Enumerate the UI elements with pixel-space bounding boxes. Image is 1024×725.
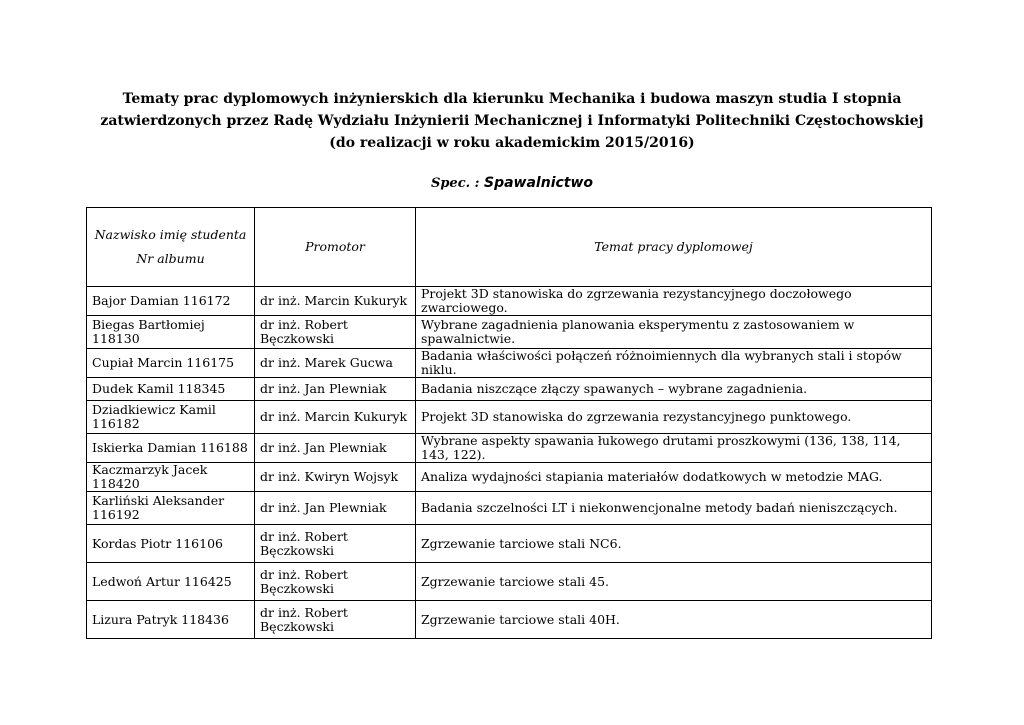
cell-topic: Badania szczelności LT i niekonwencjonalne metody badań nieniszczących. [416, 492, 932, 525]
cell-student: Lizura Patryk 118436 [87, 601, 255, 639]
cell-student: Kordas Piotr 116106 [87, 525, 255, 563]
table-row [87, 349, 932, 378]
cell-student: Kaczmarzyk Jacek 118420 [87, 463, 255, 492]
cell-student: Iskierka Damian 116188 [87, 434, 255, 463]
thesis-topics-table [86, 207, 932, 639]
cell-promoter: dr inż. Robert Bęczkowski [255, 563, 416, 601]
specialization-label: Spec. : [430, 176, 484, 191]
table-row [87, 287, 932, 316]
cell-promoter: dr inż. Robert Bęczkowski [255, 525, 416, 563]
header-student [87, 208, 255, 287]
table-header-row [87, 208, 932, 287]
cell-student: Ledwoń Artur 116425 [87, 563, 255, 601]
table-row [87, 525, 932, 563]
cell-promoter: dr inż. Robert Bęczkowski [255, 601, 416, 639]
cell-promoter: dr inż. Robert Bęczkowski [255, 316, 416, 349]
cell-promoter: dr inż. Jan Plewniak [255, 378, 416, 401]
table-row [87, 316, 932, 349]
cell-promoter: dr inż. Marek Gucwa [255, 349, 416, 378]
cell-topic: Zgrzewanie tarciowe stali 40H. [416, 601, 932, 639]
cell-topic: Projekt 3D stanowiska do zgrzewania rezystancyjnego doczołowego zwarciowego. [416, 287, 932, 316]
cell-promoter: dr inż. Jan Plewniak [255, 434, 416, 463]
specialization [0, 175, 1024, 191]
cell-promoter: dr inż. Jan Plewniak [255, 492, 416, 525]
cell-student: Bajor Damian 116172 [87, 287, 255, 316]
cell-promoter: dr inż. Marcin Kukuryk [255, 401, 416, 434]
cell-promoter: dr inż. Kwiryn Wojsyk [255, 463, 416, 492]
table-row [87, 492, 932, 525]
header-topic: Temat pracy dyplomowej [416, 208, 932, 287]
specialization-value: Spawalnictwo [484, 175, 594, 191]
cell-topic: Badania niszczące złączy spawanych – wybrane zagadnienia. [416, 378, 932, 401]
document-title-line-2: zatwierdzonych przez Radę Wydziału Inżynierii Mechanicznej i Informatyki Politechniki Częstochowskiej [100, 113, 924, 129]
table-row [87, 434, 932, 463]
document-title-line-1: Tematy prac dyplomowych inżynierskich dla kierunku Mechanika i budowa maszyn studia I stopnia [122, 91, 902, 107]
cell-topic: Projekt 3D stanowiska do zgrzewania rezystancyjnego punktowego. [416, 401, 932, 434]
table-row [87, 463, 932, 492]
cell-topic: Analiza wydajności stapiania materiałów dodatkowych w metodzie MAG. [416, 463, 932, 492]
cell-student: Dziadkiewicz Kamil 116182 [87, 401, 255, 434]
table-row [87, 601, 932, 639]
table-row [87, 401, 932, 434]
cell-topic: Badania właściwości połączeń różnoimiennych dla wybranych stali i stopów niklu. [416, 349, 932, 378]
cell-student: Biegas Bartłomiej 118130 [87, 316, 255, 349]
cell-topic: Wybrane aspekty spawania łukowego drutami proszkowymi (136, 138, 114, 143, 122). [416, 434, 932, 463]
cell-student: Karliński Aleksander 116192 [87, 492, 255, 525]
table-row [87, 563, 932, 601]
header-student-name: Nazwisko imię studenta [94, 227, 247, 242]
cell-topic: Zgrzewanie tarciowe stali NC6. [416, 525, 932, 563]
cell-student: Dudek Kamil 118345 [87, 378, 255, 401]
document-title-line-3: (do realizacji w roku akademickim 2015/2016) [329, 135, 695, 151]
cell-promoter: dr inż. Marcin Kukuryk [255, 287, 416, 316]
cell-student: Cupiał Marcin 116175 [87, 349, 255, 378]
cell-topic: Zgrzewanie tarciowe stali 45. [416, 563, 932, 601]
header-album-number: Nr albumu [136, 251, 205, 266]
cell-topic: Wybrane zagadnienia planowania eksperymentu z zastosowaniem w spawalnictwie. [416, 316, 932, 349]
header-promoter: Promotor [255, 208, 416, 287]
table-row [87, 378, 932, 401]
